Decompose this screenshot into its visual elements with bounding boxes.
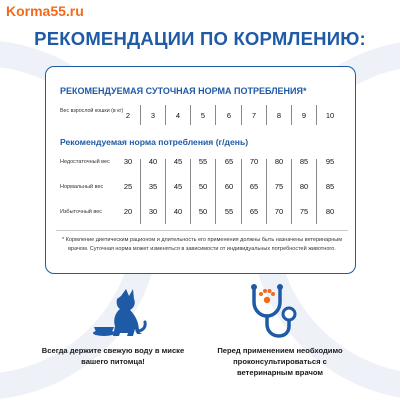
table-cell: 85 [325, 182, 335, 191]
table-cell: 75 [274, 182, 284, 191]
cat-bowl-icon [88, 283, 150, 346]
column-divider [291, 159, 292, 224]
column-divider [165, 159, 166, 224]
column-divider [190, 159, 191, 224]
table-cell: 40 [148, 157, 158, 166]
weight-value: 9 [301, 111, 307, 120]
table-cell: 50 [198, 207, 208, 216]
weight-value: 5 [200, 111, 206, 120]
card-title: РЕКОМЕНДУЕМАЯ СУТОЧНАЯ НОРМА ПОТРЕБЛЕНИЯ* [60, 86, 307, 96]
column-divider [190, 105, 191, 125]
weight-value: 7 [251, 111, 257, 120]
table-cell: 45 [173, 157, 183, 166]
column-divider [316, 159, 317, 224]
table-cell: 25 [123, 182, 133, 191]
table-cell: 85 [299, 157, 309, 166]
vet-stethoscope-icon [244, 284, 300, 347]
table-cell: 50 [198, 182, 208, 191]
weight-value: 3 [150, 111, 156, 120]
weight-value: 4 [175, 111, 181, 120]
weight-value: 2 [125, 111, 131, 120]
table-cell: 20 [123, 207, 133, 216]
column-divider [291, 105, 292, 125]
page-title: РЕКОМЕНДАЦИИ ПО КОРМЛЕНИЮ: [34, 28, 366, 49]
footnote: * Кормление диетическим рационом и длительность его применения должны быть назначены ветеринарным врачом. Суточная норма может изменяться в зависимости от индивидуальных потребностей животного. [61, 237, 343, 252]
table-cell: 65 [249, 207, 259, 216]
column-divider [215, 159, 216, 224]
column-divider [140, 105, 141, 125]
feeding-table-card [45, 66, 356, 274]
column-divider [266, 159, 267, 224]
table-cell: 45 [173, 182, 183, 191]
table-cell: 70 [249, 157, 259, 166]
weight-label: Вес взрослой кошки (в кг) [60, 108, 124, 114]
table-cell: 80 [325, 207, 335, 216]
tip-water-text: Всегда держите свежую воду в миске вашего питомца! [41, 346, 185, 366]
table-cell: 30 [148, 207, 158, 216]
tip-vet-text: Перед применением необходимо проконсультироваться с ветеринарным врачом [217, 346, 343, 377]
table-subtitle: Рекомендуемая норма потребления (г/день) [60, 137, 249, 147]
table-cell: 55 [198, 157, 208, 166]
row-label-overweight: Избыточный вес [60, 209, 103, 215]
table-cell: 55 [224, 207, 234, 216]
weight-value: 10 [325, 111, 335, 120]
table-cell: 65 [224, 157, 234, 166]
row-label-underweight: Недостаточный вес [60, 159, 110, 165]
table-cell: 35 [148, 182, 158, 191]
watermark: Korma55.ru [6, 3, 84, 19]
table-cell: 40 [173, 207, 183, 216]
column-divider [316, 105, 317, 125]
column-divider [165, 105, 166, 125]
column-divider [215, 105, 216, 125]
table-cell: 95 [325, 157, 335, 166]
weight-value: 8 [276, 111, 282, 120]
table-cell: 80 [299, 182, 309, 191]
table-cell: 75 [299, 207, 309, 216]
table-cell: 65 [249, 182, 259, 191]
column-divider [241, 159, 242, 224]
table-cell: 70 [274, 207, 284, 216]
table-cell: 60 [224, 182, 234, 191]
table-cell: 30 [123, 157, 133, 166]
row-label-normal: Нормальный вес [60, 184, 104, 190]
weight-value: 6 [226, 111, 232, 120]
table-cell: 80 [274, 157, 284, 166]
column-divider [266, 105, 267, 125]
divider [56, 230, 348, 231]
column-divider [140, 159, 141, 224]
column-divider [241, 105, 242, 125]
